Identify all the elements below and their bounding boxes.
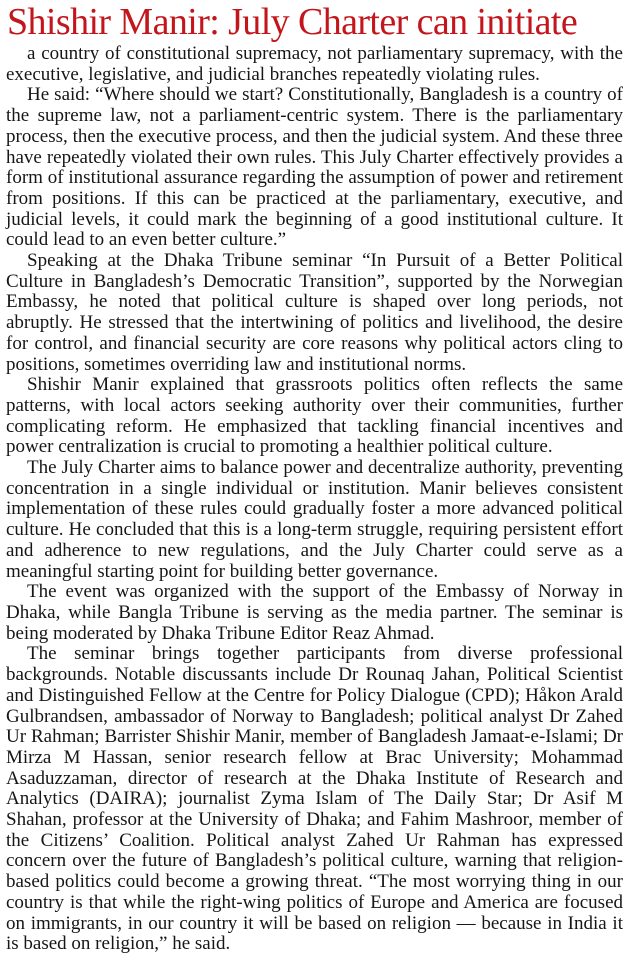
article-body bbox=[6, 44, 623, 955]
article-headline: Shishir Manir: July Charter can initiate bbox=[7, 1, 578, 43]
article-paragraph: a country of constitutional supremacy, not parliamentary supremacy, with the executive, legislative, and judicial branches repeatedly violating rules. bbox=[6, 43, 623, 85]
article-paragraph: He said: “Where should we start? Constitutionally, Bangladesh is a country of the supreme law, not a parliament-centric system. There is the parliamentary process, then the executive process, and then the judicial system. And these three have repeatedly violated their own rules. This July Charter effectively provides a form of institutional assurance regarding the assumption of power and retirement from positions. If this can be practiced at the parliamentary, executive, and judicial levels, it could mark the beginning of a good institutional culture. It could lead to an even better culture.” bbox=[6, 84, 623, 251]
article-paragraph: The seminar brings together participants from diverse professional backgrounds. Notable discussants include Dr Rounaq Jahan, Political Scientist and Distinguished Fellow at the Centre for Policy Dialogue (CPD); Håkon Arald Gulbrandsen, ambassador of Norway to Bangladesh; political analyst Dr Zahed Ur Rahman; Barrister Shishir Manir, member of Bangladesh Jamaat-e-Islami; Dr Mirza M Hassan, senior research fellow at Brac University; Mohammad Asaduzzaman, director of research at the Dhaka Institute of Research and Analytics (DAIRA); journalist Zyma Islam of The Daily Star; Dr Asif M Shahan, professor at the University of Dhaka; and Fahim Mashroor, member of the Citizens’ Coalition. Political analyst Zahed Ur Rahman has expressed concern over the future of Bangladesh’s political culture, warning that religion-based politics could become a growing threat. “The most worrying thing in our country is that while the right-wing politics of Europe and America are focused on immigrants, in our country it will be based on religion — because in India it is based on religion,” he said. bbox=[6, 643, 623, 955]
article-paragraph: The July Charter aims to balance power and decentralize authority, preventing concentration in a single individual or institution. Manir believes consistent implementation of these rules could gradually foster a more advanced political culture. He concluded that this is a long-term struggle, requiring persistent effort and adherence to new regulations, and the July Charter could serve as a meaningful starting point for building better governance. bbox=[6, 457, 623, 582]
news-article bbox=[6, 2, 623, 955]
article-paragraph: Speaking at the Dhaka Tribune seminar “In Pursuit of a Better Political Culture in Bangladesh’s Democratic Transition”, supported by the Norwegian Embassy, he noted that political culture is shaped over long periods, not abruptly. He stressed that the intertwining of politics and livelihood, the desire for control, and financial security are core reasons why political actors cling to positions, sometimes overriding law and institutional norms. bbox=[6, 250, 623, 375]
article-paragraph: The event was organized with the support of the Embassy of Norway in Dhaka, while Bangla Tribune is serving as the media partner. The seminar is being moderated by Dhaka Tribune Editor Reaz Ahmad. bbox=[6, 581, 623, 644]
article-paragraph: Shishir Manir explained that grassroots politics often reflects the same patterns, with local actors seeking authority over their communities, further complicating reform. He emphasized that tackling financial incentives and power centralization is crucial to promoting a healthier political culture. bbox=[6, 374, 623, 458]
